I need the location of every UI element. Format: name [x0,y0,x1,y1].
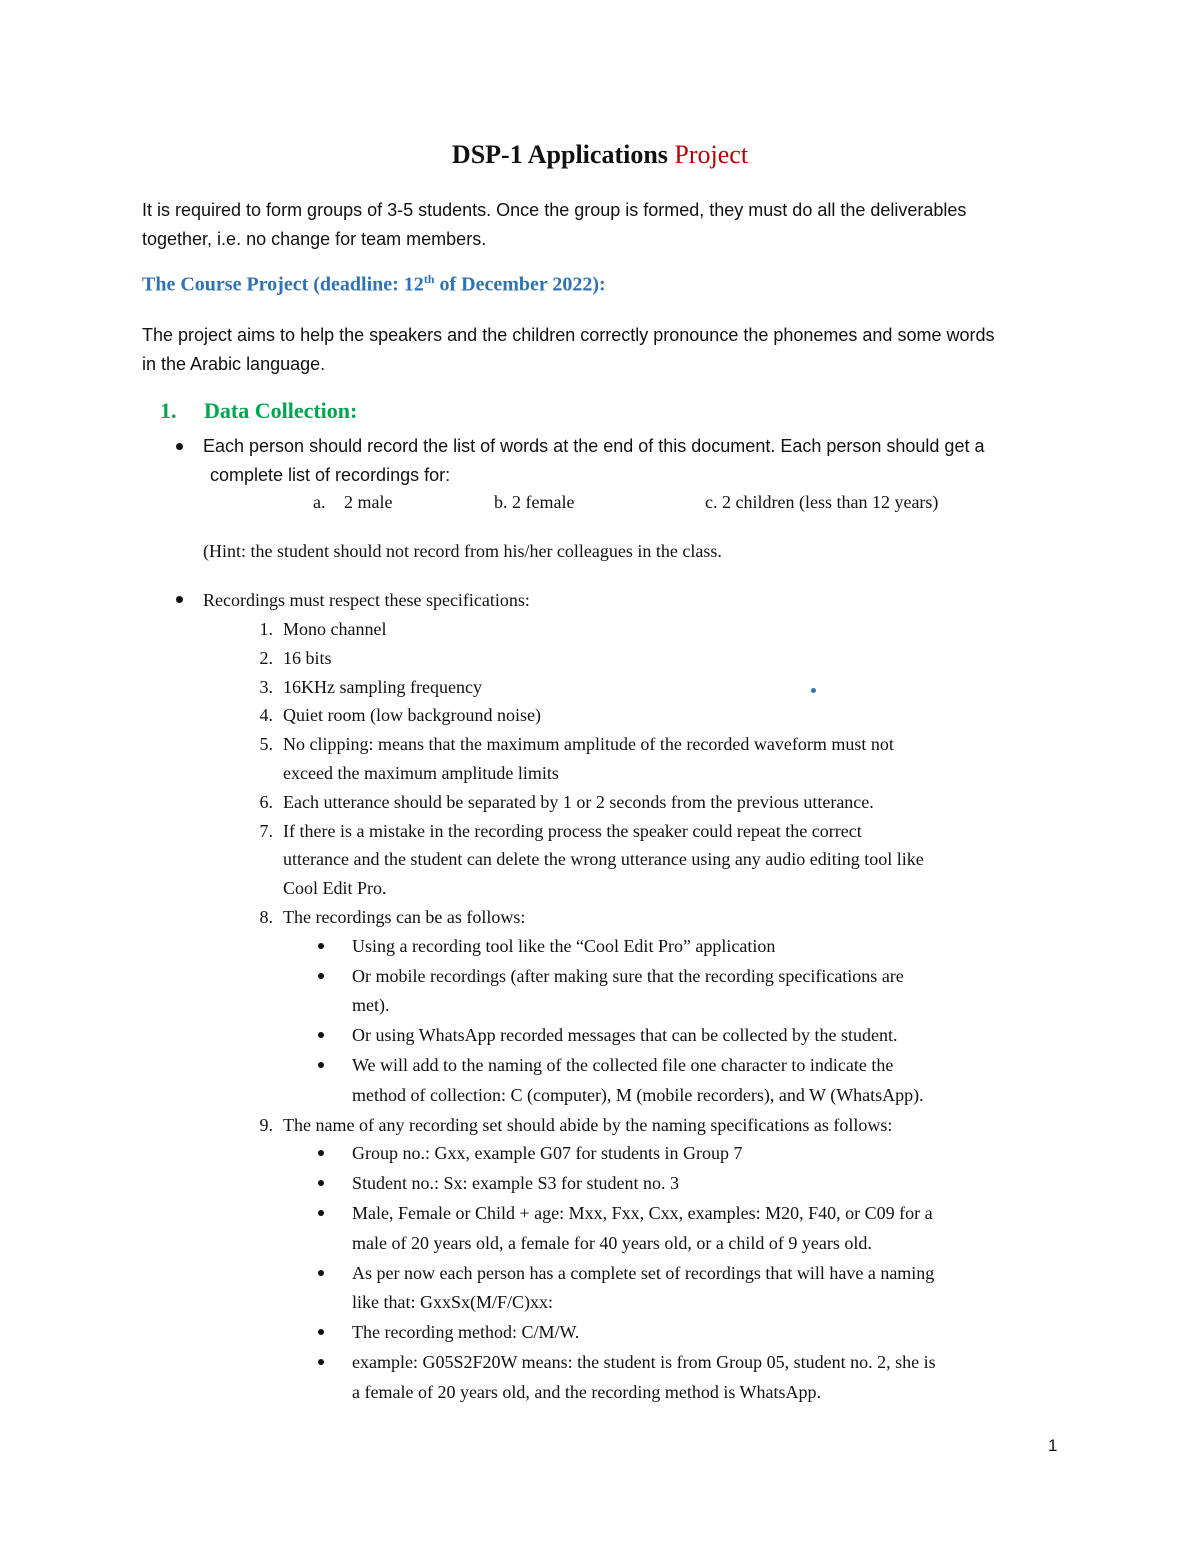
sub-bullet-icon [318,973,324,979]
sub-item-line: method of collection: C (computer), M (mobile recorders), and W (WhatsApp). [352,1084,924,1105]
list-item-line: Each utterance should be separated by 1 or 2 seconds from the previous utterance. [283,791,874,812]
aim-paragraph [142,321,1062,379]
sub-item-line: Or mobile recordings (after making sure that the recording specifications are [352,965,904,986]
list-item-line: Cool Edit Pro. [283,878,387,899]
sub-bullet-icon [318,1270,324,1276]
option-b: b. 2 female [494,492,575,512]
aim-line-2: in the Arabic language. [142,354,326,374]
sub-item-line: example: G05S2F20W means: the student is from Group 05, student no. 2, she is [352,1352,936,1372]
sub-item-line: Male, Female or Child + age: Mxx, Fxx, Cxx, examples: M20, F40, or C09 for a [352,1203,933,1223]
list-item-line: No clipping: means that the maximum amplitude of the recorded waveform must not [283,734,894,755]
sub-item-line: Student no.: Sx: example S3 for student no. 3 [352,1173,679,1194]
aim-line-1: The project aims to help the speakers and the children correctly pronounce the phonemes and some words [142,325,995,345]
sub-item-line: Using a recording tool like the “Cool Edit Pro” application [352,935,776,956]
section-title: Data Collection: [204,398,358,423]
title-accent: Project [674,140,749,169]
list-number: 1. [259,619,273,639]
sub-item-line: Group no.: Gxx, example G07 for students in Group 7 [352,1143,743,1164]
sub-item-line: male of 20 years old, a female for 40 years old, or a child of 9 years old. [352,1232,872,1253]
course-heading-sup: th [423,272,435,286]
sub-bullet-icon [318,1062,324,1068]
list-item-line: 16 bits [283,647,332,668]
sub-bullet-icon [318,943,324,949]
list-number: 9. [259,1114,273,1135]
option-a: 2 male [344,492,393,512]
list-number: 2. [259,647,273,668]
title-main: DSP-1 Applications [451,140,668,169]
intro-line-1: It is required to form groups of 3-5 students. Once the group is formed, they must do all the deliverables [142,200,967,220]
list-number: 8. [259,907,273,927]
course-project-heading [142,272,606,297]
sub-bullet-icon [318,1180,324,1186]
list-item-line: 16KHz sampling frequency [283,676,482,697]
bullet-icon [176,596,183,603]
sub-bullet-icon [318,1210,324,1216]
hint-text: (Hint: the student should not record from his/her colleagues in the class. [203,541,722,561]
page-number: 1 [1048,1436,1058,1455]
list-item-line: utterance and the student can delete the wrong utterance using any audio editing tool like [283,849,924,870]
bullet1-line-1: Each person should record the list of words at the end of this document. Each person should get a [203,436,985,456]
course-heading-before: The Course Project (deadline: 12 [142,273,424,296]
option-a-label: a. [313,492,326,512]
sub-item-line: met). [352,995,390,1016]
intro-line-2: together, i.e. no change for team members. [142,229,487,249]
list-number: 6. [259,791,273,812]
sub-item-line: We will add to the naming of the collected file one character to indicate the [352,1055,894,1075]
list-number: 4. [259,705,273,726]
list-item-line: Quiet room (low background noise) [283,705,541,726]
sub-item-line: The recording method: C/M/W. [352,1322,580,1343]
sub-bullet-icon [318,1359,324,1365]
list-item-line: The recordings can be as follows: [283,907,526,927]
sub-item-line: As per now each person has a complete set of recordings that will have a naming [352,1262,935,1283]
stray-dot-mark [811,688,816,693]
sub-bullet-icon [318,1032,324,1038]
list-item-line: exceed the maximum amplitude limits [283,763,559,783]
sub-bullet-icon [318,1329,324,1335]
document-title [0,140,1200,170]
course-heading-after: of December 2022): [434,273,606,296]
sub-item-line: a female of 20 years old, and the recording method is WhatsApp. [352,1381,822,1402]
option-c: c. 2 children (less than 12 years) [705,492,939,512]
list-number: 3. [259,676,273,697]
list-number: 7. [259,820,273,841]
sub-item-line: like that: GxxSx(M/F/C)xx: [352,1292,554,1313]
sub-item-line: Or using WhatsApp recorded messages that can be collected by the student. [352,1025,898,1046]
bullet1-line-2: complete list of recordings for: [210,465,451,485]
intro-paragraph [142,196,1062,254]
list-number: 5. [259,734,273,755]
list-item-line: If there is a mistake in the recording process the speaker could repeat the correct [283,820,862,841]
sub-bullet-icon [318,1150,324,1156]
bullet-icon [176,443,183,450]
section-number: 1. [160,398,177,423]
bullet2-intro: Recordings must respect these specifications: [203,590,530,610]
list-item-line: The name of any recording set should abide by the naming specifications as follows: [283,1114,893,1135]
list-item-line: Mono channel [283,619,387,639]
section-heading-data-collection [160,398,357,424]
